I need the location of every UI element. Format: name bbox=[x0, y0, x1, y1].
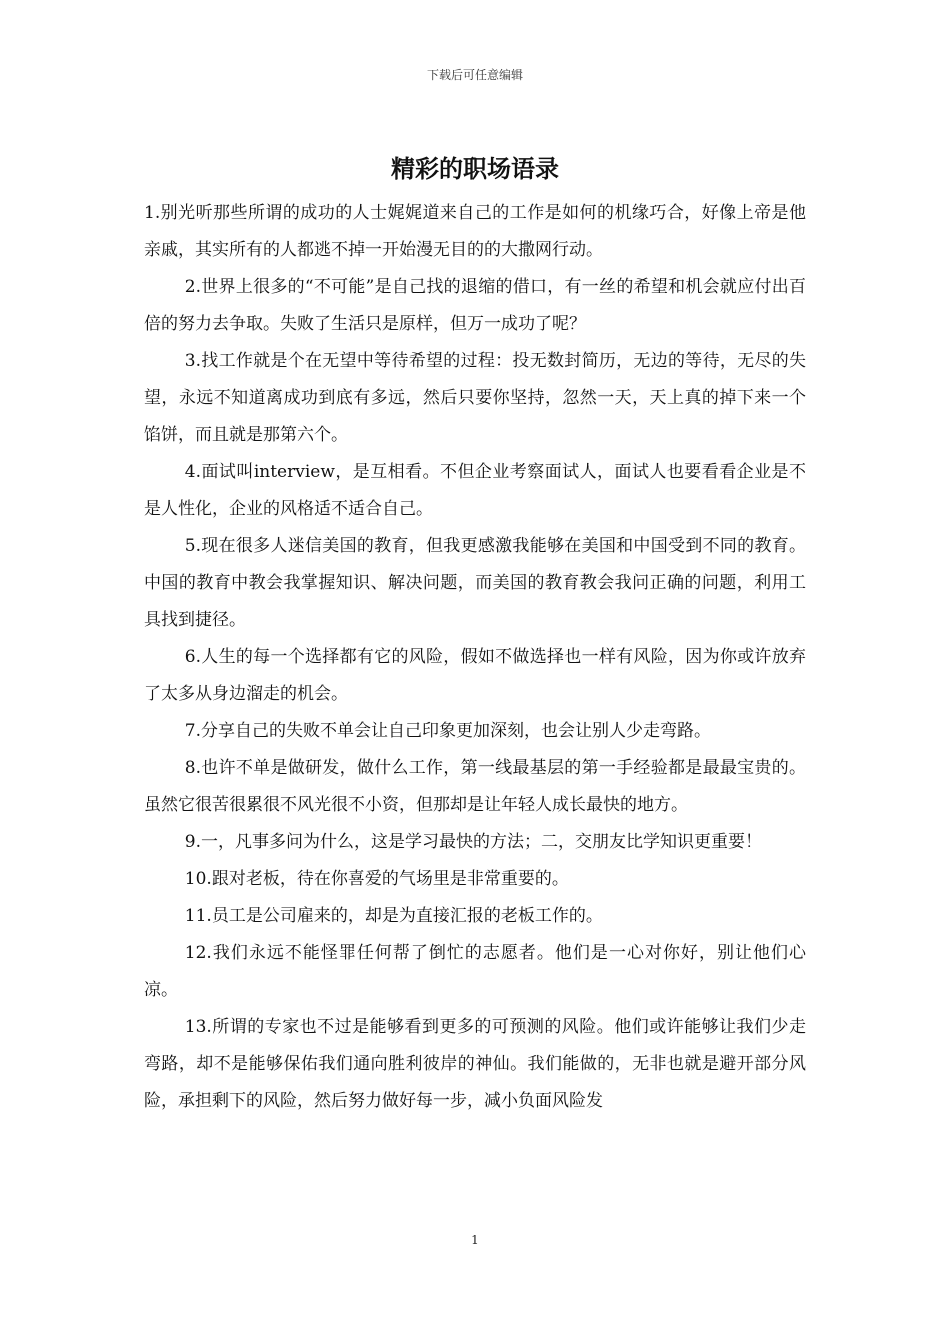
quote-paragraph-1: 1.别光听那些所谓的成功的人士娓娓道来自己的工作是如何的机缘巧合，好像上帝是他亲戚，其实所有的人都逃不掉一开始漫无目的的大撒网行动。 bbox=[144, 203, 806, 260]
page-number: 1 bbox=[471, 1233, 479, 1247]
quote-paragraph-8: 8.也许不单是做研发，做什么工作，第一线最基层的第一手经验都是最最宝贵的。虽然它很苦很累很不风光很不小资，但那却是让年轻人成长最快的地方。 bbox=[144, 758, 806, 815]
quote-paragraph-4: 4.面试叫interview，是互相看。不但企业考察面试人，面试人也要看看企业是不是人性化，企业的风格适不适合自己。 bbox=[144, 462, 806, 519]
quote-paragraph-13: 13.所谓的专家也不过是能够看到更多的可预测的风险。他们或许能够让我们少走弯路，却不是能够保佑我们通向胜利彼岸的神仙。我们能做的，无非也就是避开部分风险，承担剩下的风险，然后努力做好每一步，减小负面风险发 bbox=[144, 1017, 806, 1111]
quote-paragraph-3: 3.找工作就是个在无望中等待希望的过程：投无数封简历，无边的等待，无尽的失望，永远不知道离成功到底有多远，然后只要你坚持，忽然一天，天上真的掉下来一个馅饼，而且就是那第六个。 bbox=[144, 351, 806, 445]
download-note: 下载后可任意编辑 bbox=[426, 68, 523, 82]
quote-paragraph-12: 12.我们永远不能怪罪任何帮了倒忙的志愿者。他们是一心对你好，别让他们心凉。 bbox=[144, 943, 806, 1000]
quote-paragraph-7: 7.分享自己的失败不单会让自己印象更加深刻，也会让别人少走弯路。 bbox=[184, 721, 712, 741]
quote-paragraph-10: 10.跟对老板，待在你喜爱的气场里是非常重要的。 bbox=[184, 869, 569, 889]
quote-paragraph-9: 9.一，凡事多问为什么，这是学习最快的方法；二，交朋友比学知识更重要！ bbox=[184, 832, 763, 852]
document-body bbox=[144, 195, 806, 1120]
document-title: 精彩的职场语录 bbox=[391, 155, 559, 183]
quote-paragraph-2: 2.世界上很多的“不可能”是自己找的退缩的借口，有一丝的希望和机会就应付出百倍的努力去争取。失败了生活只是原样，但万一成功了呢？ bbox=[144, 277, 806, 334]
quote-paragraph-6: 6.人生的每一个选择都有它的风险，假如不做选择也一样有风险，因为你或许放弃了太多从身边溜走的机会。 bbox=[144, 647, 806, 704]
quote-paragraph-5: 5.现在很多人迷信美国的教育，但我更感激我能够在美国和中国受到不同的教育。中国的教育中教会我掌握知识、解决问题，而美国的教育教会我问正确的问题，利用工具找到捷径。 bbox=[144, 536, 806, 630]
quote-paragraph-11: 11.员工是公司雇来的，却是为直接汇报的老板工作的。 bbox=[184, 906, 603, 926]
